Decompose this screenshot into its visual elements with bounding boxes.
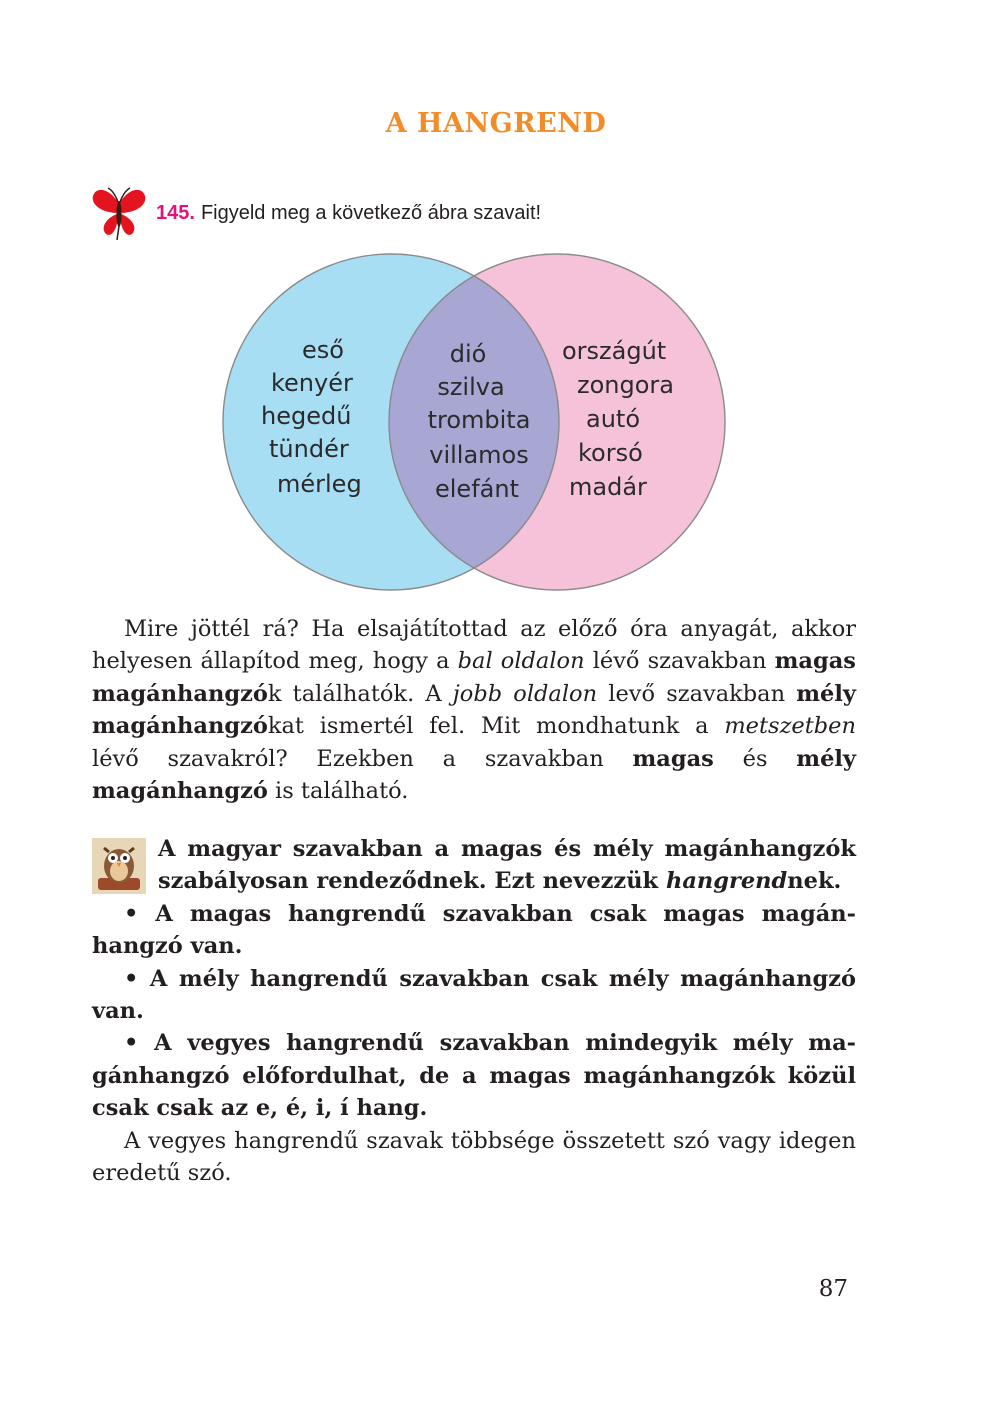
- page-title: A HANGREND: [385, 108, 607, 139]
- butterfly-icon: [90, 182, 148, 242]
- venn-left-word: hegedű: [261, 402, 352, 430]
- venn-middle-word: villamos: [429, 441, 529, 469]
- venn-diagram: [221, 252, 727, 592]
- venn-right-word: autó: [586, 405, 641, 433]
- rule-intro: A magyar szavakban a magas és mély magánhangzók szabályosan rendeződnek. Ezt nevezzük hangrendnek.: [158, 836, 856, 895]
- explanation-paragraph: Mire jöttél rá? Ha elsajátítottad az előző óra anyagát, akkor helyesen állapítod meg, hogy a bal oldalon lévő szavakban magas magánhangzók találhatók. A jobb oldalon levő szavakban mély magánhangzókat ismertél fel. Mit mondhatunk a metszetben lévő szavakról? Ezekben a szavakban magas és mély magánhangzó is található.: [92, 616, 857, 805]
- rule-box: [92, 833, 856, 1189]
- rule-bullet: • A magas hangrendű szavakban csak magas magánhangzó van.: [92, 900, 856, 960]
- venn-left-word: eső: [302, 336, 344, 364]
- venn-right-word: országút: [562, 337, 667, 365]
- venn-right-word: korsó: [578, 439, 643, 467]
- exercise-145: [90, 182, 850, 242]
- closing-paragraph: A vegyes hangrendű szavak többsége összetett szó vagy idegen eredetű szó.: [92, 1127, 856, 1187]
- venn-middle-word: trombita: [427, 406, 531, 434]
- venn-left-word: kenyér: [271, 369, 353, 397]
- venn-right-word: madár: [569, 473, 647, 501]
- page-number: 87: [818, 1276, 848, 1302]
- venn-middle-word: dió: [449, 340, 487, 368]
- exercise-number: 145.: [156, 202, 195, 224]
- venn-right-word: zongora: [577, 371, 674, 399]
- venn-middle-word: szilva: [437, 373, 505, 401]
- venn-left-word: mérleg: [277, 470, 362, 498]
- rule-bullet: • A vegyes hangrendű szavakban mindegyik mély magánhangzó előfordulhat, de a magas magánhangzók közül csak csak az e, é, i, í hang.: [92, 1030, 856, 1122]
- exercise-instruction: Figyeld meg a következő ábra szavait!: [200, 202, 542, 224]
- rule-bullet: • A mély hangrendű szavakban csak mély magánhangzó van.: [92, 965, 856, 1025]
- venn-left-word: tündér: [269, 435, 349, 463]
- venn-middle-word: elefánt: [435, 475, 519, 503]
